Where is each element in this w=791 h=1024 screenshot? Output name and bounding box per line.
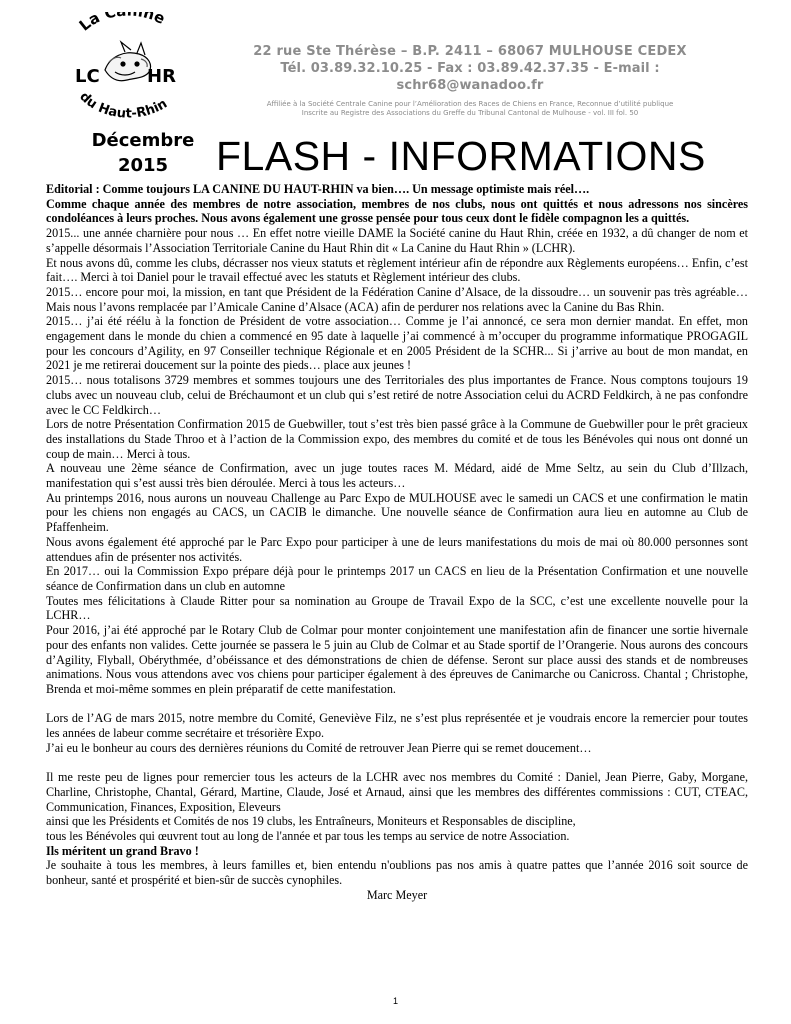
- postal-address: 22 rue Ste Thérèse – B.P. 2411 – 68067 MULHOUSE CEDEX: [253, 44, 687, 59]
- logo-left-initials: LC: [75, 66, 100, 87]
- newsletter-body: [46, 182, 748, 902]
- contact-line: Tél. 03.89.32.10.25 - Fax : 03.89.42.37.35 - E-mail : schr68@wanadoo.fr: [280, 61, 660, 93]
- paragraph: Au printemps 2016, nous aurons un nouveau Challenge au Parc Expo de MULHOUSE avec le samedi un CACS et une confirmation le matin pour les chiens non engagés au CACS, un CACIB le dimanche. Une nouvelle séance de Confirmation aura lieu en automne au Club de Pfaffenheim.: [46, 490, 748, 535]
- logo-arc-top: La C ne: [75, 12, 169, 35]
- issue-month: Décembre: [91, 130, 195, 151]
- club-logo: [55, 12, 195, 132]
- condolences-paragraph: Comme chaque année des membres de notre association, membres de nos clubs, nous ont quittés et nous adressons nos sincères condoléances à leurs proches. Nous avons également une grosse pensée pour tous ceux dont le fidèle compagnon les a quittés.: [46, 196, 748, 226]
- paragraph: Toutes mes félicitations à Claude Ritter pour sa nomination au Groupe de Travail Expo de la SCC, c’est une excellente nouvelle pour la LCHR…: [46, 593, 748, 623]
- affiliation-line-1: Affiliée à la Société Centrale Canine pour l’Amélioration des Races de Chiens en France, Reconnue d’utilité publique: [266, 100, 674, 108]
- letterhead-address-block: [205, 44, 735, 118]
- bravo-line: Ils méritent un grand Bravo !: [46, 843, 199, 858]
- spacer: [46, 755, 748, 770]
- signature: Marc Meyer: [366, 887, 428, 902]
- paragraph: A nouveau une 2ème séance de Confirmation, avec un juge toutes races M. Médard, aidé de Mme Seltz, au sein du Club d’Illzach, manifestation qui s’est aussi très bien déroulée. Merci à tous les acteurs…: [46, 461, 748, 491]
- paragraph: ainsi que les Présidents et Comités de nos 19 clubs, les Entraîneurs, Moniteurs et Responsables de discipline,: [46, 814, 576, 829]
- paragraph: Je souhaite à tous les membres, à leurs familles et, bien entendu n'oublions pas nos amis à quatre pattes que l’année 2016 soit source de bonheur, santé et prospérité et bien-sûr de succès cynophiles.: [46, 858, 748, 888]
- paragraph: Lors de l’AG de mars 2015, notre membre du Comité, Geneviève Filz, ne s’est plus représentée et je voudrais encore la remercier pour toutes les années de labeur comme secrétaire et trésorière Expo.: [46, 711, 748, 740]
- page-number: 1: [392, 996, 398, 1006]
- newsletter-title: FLASH - INFORMATIONS: [216, 133, 706, 179]
- paragraph: Lors de notre Présentation Confirmation 2015 de Guebwiller, tout s’est très bien passé grâce à la Commune de Guebwiller pour le prêt gracieux des installations du Stade Throo et à l’action de la Commission expo, des membres du comité et de tous les Bénévoles qui nous ont donné un coup de main… Merci à tous.: [46, 417, 748, 461]
- issue-year: 2015: [117, 155, 169, 176]
- paragraph: 2015... une année charnière pour nous … En effet notre vieille DAME la Société canine du Haut Rhin, créée en 1932, a dû changer de nom et s’appelle désormais l’Association Territoriale Canine du Haut Rhin dit « La Canine du Haut Rhin » (LCHR).: [46, 226, 748, 255]
- dog-head-illustration: [105, 42, 151, 81]
- editorial-heading: Editorial : Comme toujours LA CANINE DU HAUT-RHIN va bien…. Un message optimiste mais réel….: [46, 182, 590, 196]
- logo-right-initials: HR: [147, 66, 176, 87]
- paragraph: 2015… nous totalisons 3729 membres et sommes toujours une des Territoriales des plus importantes de France. Nous comptons toujours 19 clubs avec un nouveau club, celui de Bréchaumont et un club qui s’est retiré de notre Association celui du ACRD Feldkirch, à ne pas confondre avec le CC Feldkirch…: [46, 373, 748, 417]
- affiliation-line-2: Inscrite au Registre des Associations du Greffe du Tribunal Cantonal de Mulhouse - vol. III fol. 50: [301, 109, 639, 117]
- issue-date: [78, 128, 208, 178]
- paragraph: En 2017… oui la Commission Expo prépare déjà pour le printemps 2017 un CACS en lieu de la Présentation Confirmation et une nouvelle séance de Confirmation dans un club en automne: [46, 564, 748, 593]
- paragraph: Nous avons également été approché par le Parc Expo pour participer à une de leurs manifestations du mois de mai où 80.000 personnes sont attendues afin de présenter nos activités.: [46, 534, 748, 564]
- paragraph: Il me reste peu de lignes pour remercier tous les acteurs de la LCHR avec nos membres du Comité : Daniel, Jean Pierre, Gaby, Morgane, Charline, Christophe, Chantal, Gérard, Martine, Claude, José et Arnaud, ainsi que les membres des différentes commissions : CUT, CTEAC, Communication, Finances, Exposition, Eleveurs: [46, 770, 748, 814]
- paragraph: 2015… encore pour moi, la mission, en tant que Président de la Fédération Canine d’Alsace, de la dissoudre… un souvenir pas très agréable… Mais nous l’avons remplacée par l’Amicale Canine d’Alsace (ACA) afin de perdurer nos relations avec la Canine du Bas Rhin.: [46, 284, 748, 314]
- paragraph: Pour 2016, j’ai été approché par le Rotary Club de Colmar pour monter conjointement une manifestation afin de financer une sortie hivernale pour des enfants non valides. Cette journée se passera le 5 juin au Club de Colmar et au Stade sportif de l’Orangerie. Nous aurons des concours d’Agility, Flyball, Obérythmée, d’obéissance et des démonstrations de chien de défense. Seront sur place aussi des stands et de nombreuses animations. Nous vous attendons avec vos chiens pour participer également à des épreuves de Canimarche ou Canicross. Chantal ; Christophe, Brenda et moi-même sommes en plein préparatif de cette manifestation.: [46, 623, 748, 696]
- paragraph: Et nous avons dû, comme les clubs, décrasser nos vieux statuts et règlement intérieur afin de répondre aux Règlements européens… Enfin, c’est fait…. Merci à toi Daniel pour le travail effectué avec les statuts et Règlement intérieur des clubs.: [46, 255, 748, 285]
- paragraph: 2015… j’ai été réélu à la fonction de Président de votre association… Comme je l’ai annoncé, ce sera mon dernier mandat. En effet, mon engagement dans le monde du chien a commencé en 95 date à laquelle j’ai commencé à m’occuper du programme informatique PROGAGIL pour les concours d’Agility, en 97 Conseiller technique Régionale et en 2005 Président de la SCHR... Si j’arrive au bout de mon mandat, en 2021 je me retirerai doucement sur la pointe des pieds… place aux jeunes !: [46, 314, 748, 373]
- paragraph: J’ai eu le bonheur au cours des dernières réunions du Comité de retrouver Jean Pierre qui se remet doucement…: [46, 740, 592, 755]
- logo-arc-bottom: du Haut-Rhin: [76, 89, 171, 122]
- spacer: [46, 697, 748, 712]
- paragraph: tous les Bénévoles qui œuvrent tout au long de l'année et par tous les temps au service de notre Association.: [46, 828, 570, 843]
